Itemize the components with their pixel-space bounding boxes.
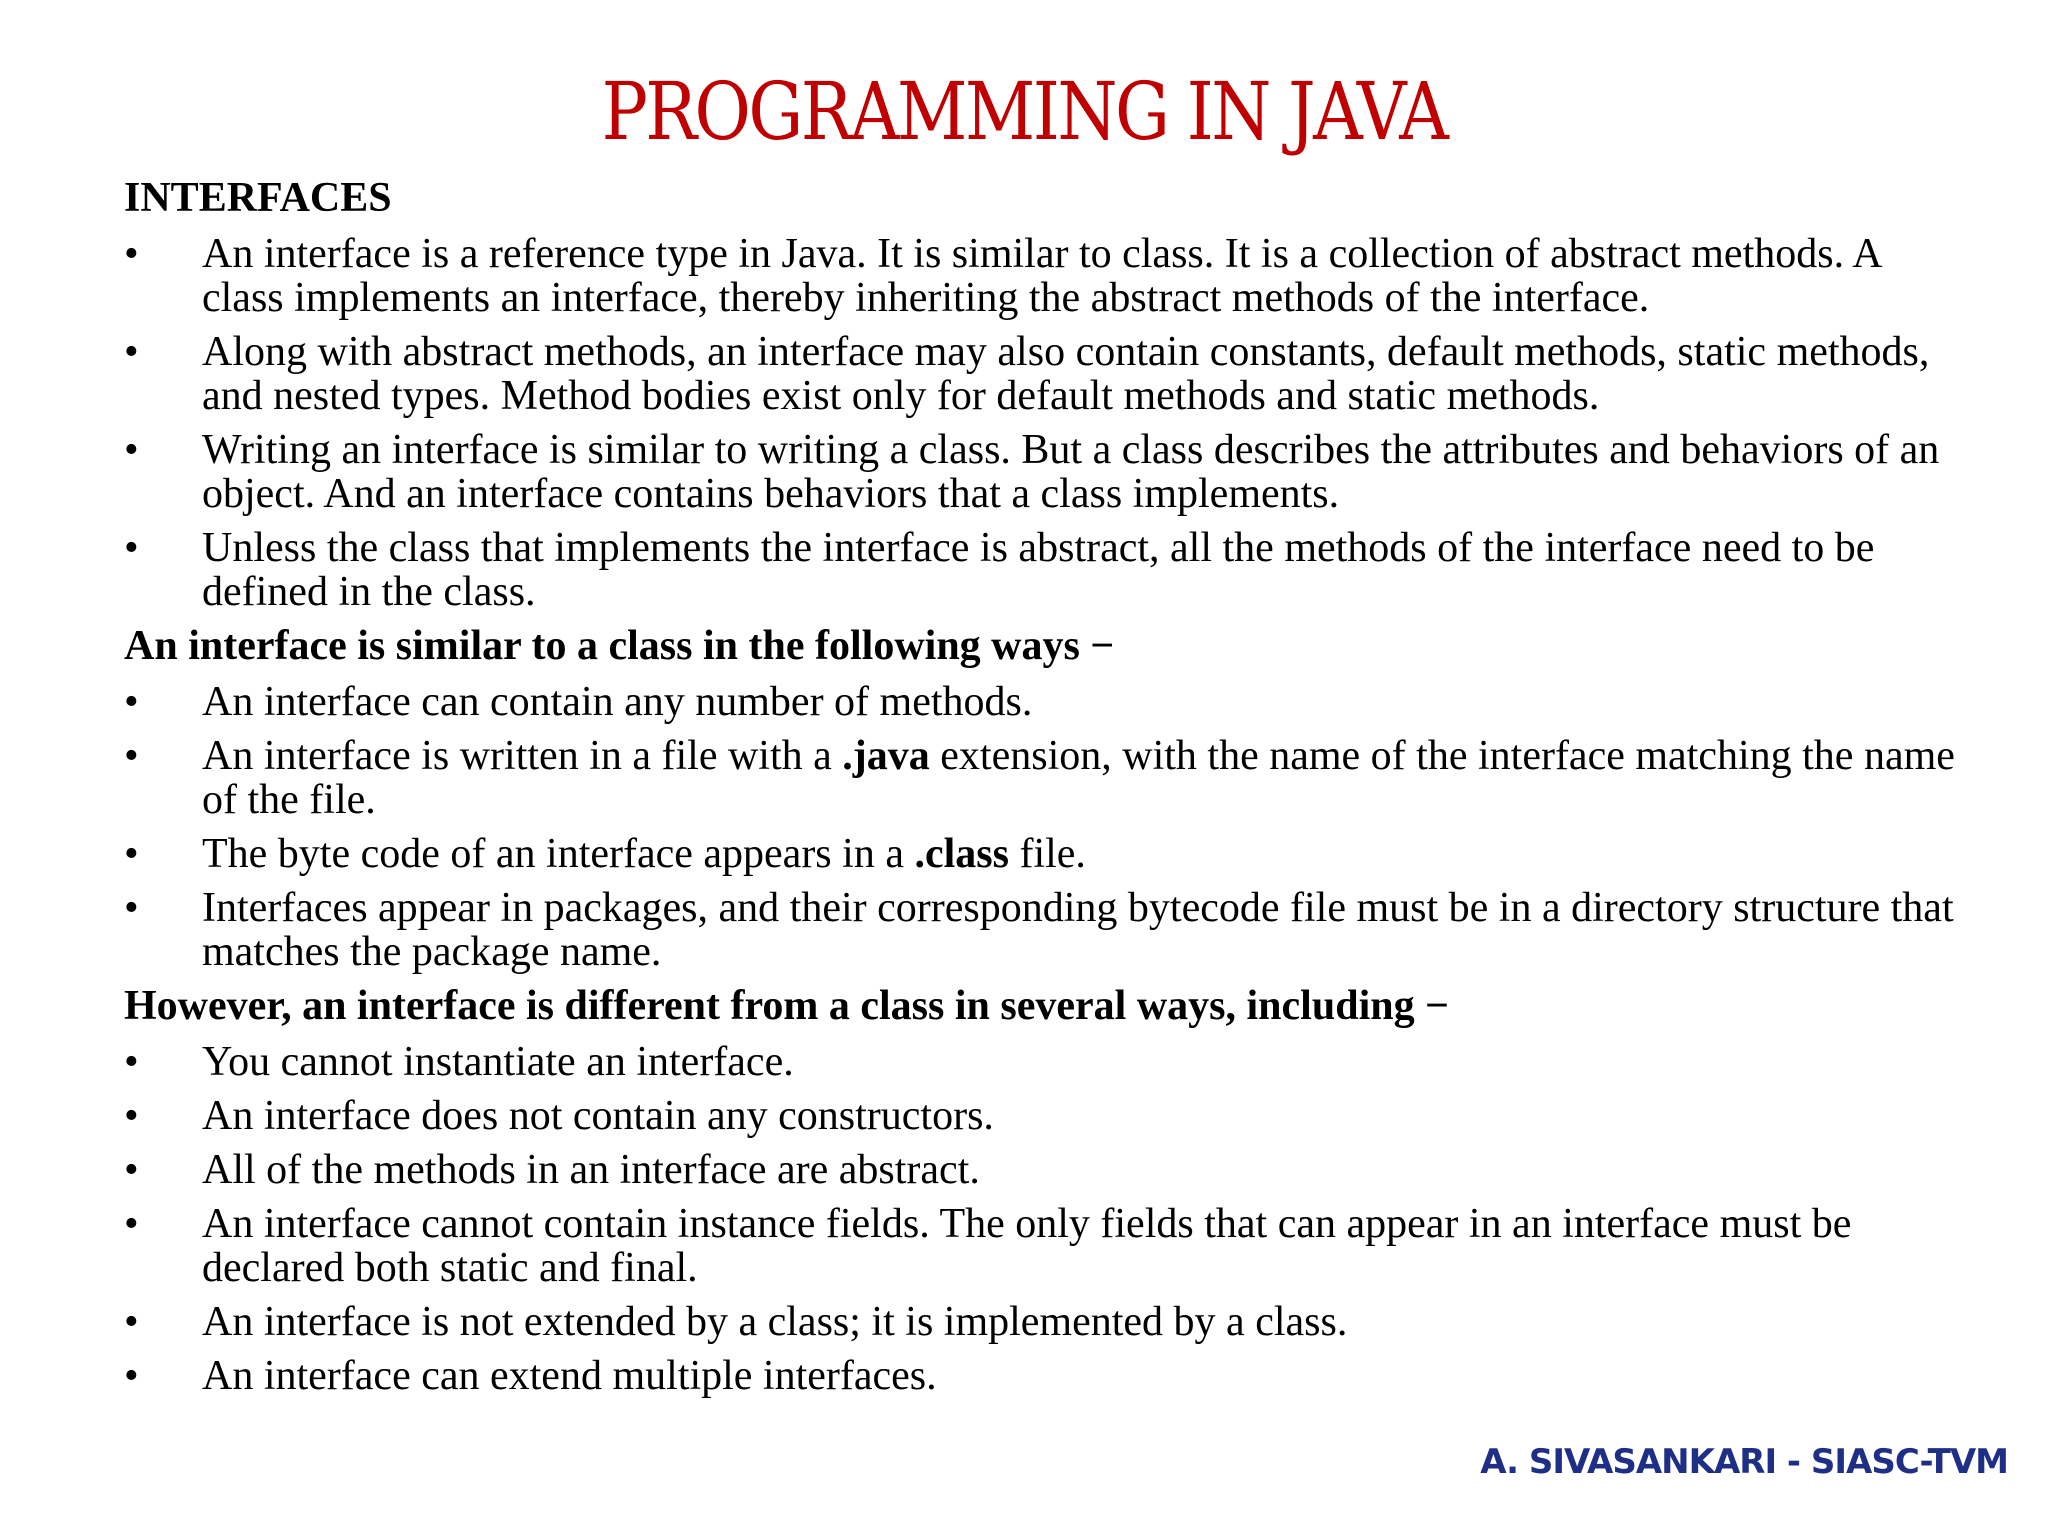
bullet-item bbox=[124, 1202, 1964, 1290]
bullet-text: An interface can extend multiple interfaces. bbox=[202, 1353, 937, 1399]
bullet-text-after: file. bbox=[1008, 831, 1086, 877]
bullet-text-bold: .java bbox=[842, 733, 930, 779]
bullet-text: An interface does not contain any constructors. bbox=[202, 1093, 994, 1139]
bullet-list bbox=[124, 680, 1964, 974]
bullet-icon: • bbox=[124, 1039, 139, 1085]
slide-content bbox=[124, 176, 1964, 1408]
bullet-item bbox=[124, 526, 1964, 614]
bullet-icon: • bbox=[124, 1353, 139, 1399]
bullet-text-bold: .class bbox=[914, 831, 1009, 877]
bullet-icon: • bbox=[124, 885, 139, 931]
slide-title: PROGRAMMING IN JAVA bbox=[601, 65, 1447, 158]
bullet-item bbox=[124, 886, 1964, 974]
bullet-text-after: extension, with the name of the interface matching the name of the file. bbox=[202, 733, 1955, 823]
bullet-item bbox=[124, 428, 1964, 516]
bullet-item bbox=[124, 1148, 1964, 1192]
bullet-icon: • bbox=[124, 329, 139, 375]
bullet-icon: • bbox=[124, 831, 139, 877]
bullet-text: An interface cannot contain instance fields. The only fields that can appear in an interface must be declared both static and final. bbox=[202, 1201, 1852, 1291]
bullet-icon: • bbox=[124, 679, 139, 725]
bullet-text: Writing an interface is similar to writing a class. But a class describes the attributes and behaviors of an object. And an interface contains behaviors that a class implements. bbox=[202, 427, 1940, 517]
bullet-icon: • bbox=[124, 525, 139, 571]
bullet-icon: • bbox=[124, 1299, 139, 1345]
bullet-item bbox=[124, 1094, 1964, 1138]
bullet-item bbox=[124, 1300, 1964, 1344]
bullet-text-before: An interface is written in a file with a bbox=[202, 733, 843, 779]
bullet-text: All of the methods in an interface are abstract. bbox=[202, 1147, 980, 1193]
bullet-text: Along with abstract methods, an interface may also contain constants, default methods, static methods, and nested types. Method bodies exist only for default methods and static methods. bbox=[202, 329, 1930, 419]
bullet-text-before: The byte code of an interface appears in a bbox=[202, 831, 915, 877]
bullet-text: You cannot instantiate an interface. bbox=[202, 1039, 794, 1085]
bullet-item bbox=[124, 832, 1964, 876]
bullet-icon: • bbox=[124, 1147, 139, 1193]
bullet-item bbox=[124, 232, 1964, 320]
bullet-list bbox=[124, 232, 1964, 614]
bullet-text: Interfaces appear in packages, and their corresponding bytecode file must be in a directory structure that matches the package name. bbox=[202, 885, 1954, 975]
bullet-item bbox=[124, 680, 1964, 724]
bullet-item bbox=[124, 1040, 1964, 1084]
bullet-text: An interface is not extended by a class; it is implemented by a class. bbox=[202, 1299, 1348, 1345]
bullet-icon: • bbox=[124, 427, 139, 473]
bullet-item bbox=[124, 734, 1964, 822]
section-heading-interfaces: INTERFACES bbox=[124, 175, 392, 221]
section-heading-similarities: An interface is similar to a class in the following ways − bbox=[124, 623, 1115, 669]
bullet-icon: • bbox=[124, 733, 139, 779]
bullet-list bbox=[124, 1040, 1964, 1398]
bullet-text: An interface can contain any number of methods. bbox=[202, 679, 1033, 725]
bullet-text: An interface is a reference type in Java. It is similar to class. It is a collection of abstract methods. A class implements an interface, thereby inheriting the abstract methods of the interface. bbox=[202, 231, 1881, 321]
section-heading-differences: However, an interface is different from a class in several ways, including − bbox=[124, 983, 1450, 1029]
author-footer: A. SIVASANKARI - SIASC-TVM bbox=[1480, 1442, 2008, 1482]
bullet-item bbox=[124, 330, 1964, 418]
bullet-text: Unless the class that implements the interface is abstract, all the methods of the interface need to be defined in the class. bbox=[202, 525, 1875, 615]
bullet-icon: • bbox=[124, 1093, 139, 1139]
bullet-icon: • bbox=[124, 231, 139, 277]
bullet-icon: • bbox=[124, 1201, 139, 1247]
bullet-item bbox=[124, 1354, 1964, 1398]
